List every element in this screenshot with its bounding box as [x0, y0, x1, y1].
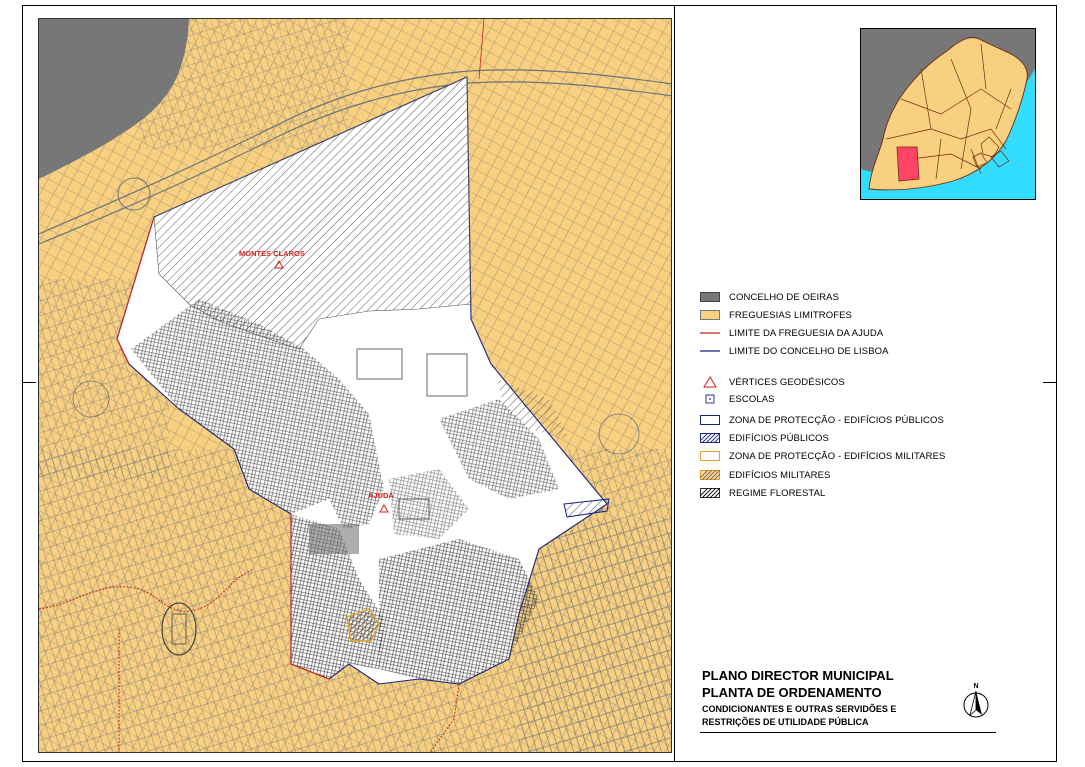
locator-inset-canvas	[861, 29, 1035, 199]
legend-label: LIMITE DA FREGUESIA DA AJUDA	[729, 327, 884, 339]
legend-label: LIMITE DO CONCELHO DE LISBOA	[729, 345, 889, 357]
legend-item-zona-militares	[700, 449, 945, 463]
subtitle-line-2: RESTRIÇÕES DE UTILIDADE PÚBLICA	[702, 717, 869, 727]
place-label-montes-claros: MONTES CLAROS	[239, 249, 305, 258]
north-arrow	[962, 680, 990, 722]
freguesias-swatch-icon	[700, 310, 720, 320]
school-square-icon	[700, 394, 720, 404]
legend-label: EDIFÍCIOS PÚBLICOS	[729, 432, 829, 444]
title-planta: PLANTA DE ORDENAMENTO	[702, 685, 882, 700]
edificios-publicos-swatch-icon	[700, 433, 720, 443]
legend-item-escolas	[700, 392, 775, 406]
legend-label: ESCOLAS	[729, 393, 775, 405]
legend-item-limite-ajuda	[700, 326, 883, 340]
legend-label: ZONA DE PROTECÇÃO - EDIFÍCIOS PÚBLICOS	[729, 414, 944, 426]
legend-item-edificios-militares	[700, 468, 831, 482]
legend-item-vertices	[700, 375, 845, 389]
title-plano-director: PLANO DIRECTOR MUNICIPAL	[702, 668, 894, 683]
zona-publicos-swatch-icon	[700, 415, 720, 425]
legend-label: REGIME FLORESTAL	[729, 487, 826, 499]
zona-militares-swatch-icon	[700, 451, 720, 461]
north-label: N	[973, 683, 979, 690]
north-arrow-icon	[962, 680, 990, 722]
legend-item-oeiras	[700, 290, 839, 304]
legend-item-edificios-publicos	[700, 431, 829, 445]
triangle-icon	[700, 376, 720, 388]
place-label-ajuda: AJUDA	[368, 491, 394, 500]
legend-item-regime-florestal	[700, 486, 825, 500]
edificios-militares-swatch-icon	[700, 470, 720, 480]
subtitle-line-1: CONDICIONANTES E OUTRAS SERVIDÕES E	[702, 704, 897, 714]
oeiras-swatch-icon	[700, 292, 720, 302]
red-line-icon	[700, 328, 720, 338]
sheet-divider	[674, 5, 675, 762]
legend-item-zona-publicos	[700, 413, 944, 427]
edge-tick-left	[22, 382, 36, 383]
legend-label: CONCELHO DE OEIRAS	[729, 291, 840, 303]
legend-label: EDIFÍCIOS MILITARES	[729, 469, 831, 481]
title-rule	[700, 732, 996, 733]
legend-label: FREGUESIAS LIMITROFES	[729, 309, 852, 321]
legend-label: VÉRTICES GEODÉSICOS	[729, 376, 845, 388]
edge-tick-right	[1043, 382, 1057, 383]
locator-inset-map	[860, 28, 1036, 200]
regime-florestal-swatch-icon	[700, 488, 720, 498]
legend-item-limite-lisboa	[700, 344, 889, 358]
blue-line-icon	[700, 346, 720, 356]
legend-item-freguesias	[700, 308, 852, 322]
legend-label: ZONA DE PROTECÇÃO - EDIFÍCIOS MILITARES	[729, 450, 946, 462]
main-map-canvas	[39, 19, 672, 753]
main-map[interactable]	[38, 18, 672, 753]
inset-ajuda-highlight	[897, 147, 919, 181]
